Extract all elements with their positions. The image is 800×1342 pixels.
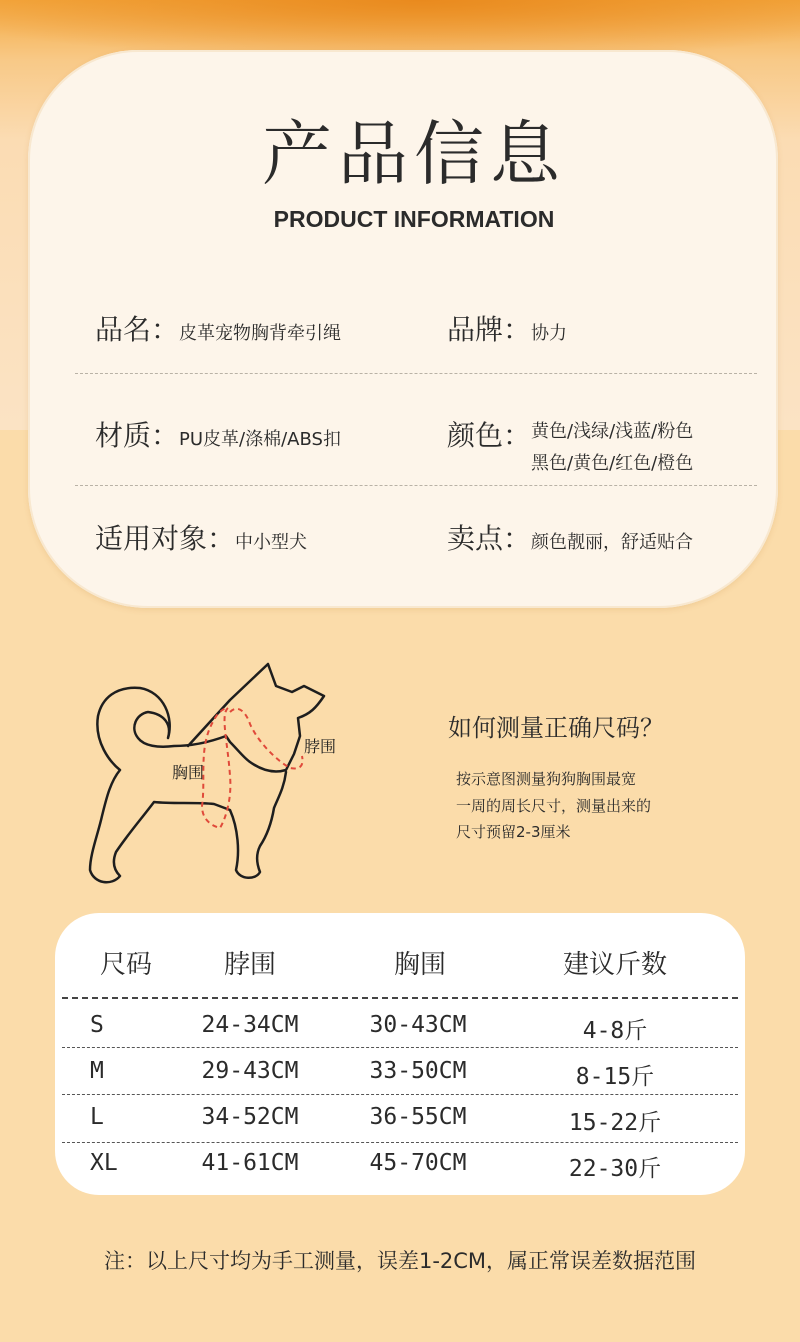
table-cell: M	[90, 1058, 104, 1084]
table-cell: 29-43CM	[201, 1058, 299, 1084]
field-label: 适用对象：	[95, 522, 236, 555]
field-label: 颜色：	[447, 419, 532, 452]
table-cell: XL	[90, 1150, 118, 1176]
page-title: 产品信息	[262, 113, 566, 195]
table-header: 尺码	[99, 950, 152, 980]
measure-text-line: 一周的周长尺寸，测量出来的	[456, 797, 652, 815]
table-cell: 45-70CM	[369, 1150, 467, 1176]
divider	[75, 485, 757, 486]
table-header: 脖围	[223, 950, 276, 980]
table-cell: 4-8斤	[582, 1018, 648, 1044]
field-value: 颜色靓丽，舒适贴合	[531, 532, 694, 553]
dog-outline-icon	[80, 658, 340, 890]
field-value-line2: 黑色/黄色/红色/橙色	[531, 453, 694, 474]
field-value: 黄色/浅绿/浅蓝/粉色	[531, 421, 694, 442]
table-divider	[62, 1142, 738, 1143]
measure-title: 如何测量正确尺码？	[448, 714, 664, 742]
table-cell: 15-22斤	[568, 1110, 662, 1136]
table-cell: 36-55CM	[369, 1104, 467, 1130]
page-subtitle: PRODUCT INFORMATION	[273, 206, 555, 232]
divider	[75, 373, 757, 374]
table-header: 建议斤数	[562, 950, 667, 980]
table-cell: 41-61CM	[201, 1150, 299, 1176]
table-cell: S	[90, 1012, 104, 1038]
table-divider	[62, 1094, 738, 1095]
field-value: 皮革宠物胸背牵引绳	[179, 323, 342, 344]
field-selling-point	[447, 517, 693, 559]
table-cell: 8-15斤	[575, 1064, 655, 1090]
measure-text-line: 按示意图测量狗狗胸围最宽	[456, 770, 637, 788]
neck-label: 脖围	[304, 737, 337, 756]
field-product-name	[95, 308, 341, 350]
field-label: 材质：	[95, 419, 180, 452]
field-value: 中小型犬	[235, 532, 308, 553]
chest-label: 胸围	[172, 763, 205, 782]
field-target	[95, 517, 307, 559]
table-cell: L	[90, 1104, 104, 1130]
field-label: 品牌：	[447, 313, 532, 346]
field-value: PU皮革/涤棉/ABS扣	[179, 429, 341, 450]
table-cell: 22-30斤	[568, 1156, 662, 1182]
dog-diagram	[80, 658, 340, 890]
field-color	[447, 414, 693, 480]
table-divider	[62, 997, 738, 999]
table-cell: 30-43CM	[369, 1012, 467, 1038]
table-header: 胸围	[393, 950, 446, 980]
footnote: 注：以上尺寸均为手工测量，误差1-2CM，属正常误差数据范围	[103, 1249, 697, 1273]
table-cell: 24-34CM	[201, 1012, 299, 1038]
table-cell: 34-52CM	[201, 1104, 299, 1130]
field-brand	[447, 308, 567, 350]
table-cell: 33-50CM	[369, 1058, 467, 1084]
field-label: 品名：	[95, 313, 180, 346]
table-divider	[62, 1047, 738, 1048]
field-label: 卖点：	[447, 522, 532, 555]
field-value: 协力	[531, 323, 568, 344]
measure-text-line: 尺寸预留2-3厘米	[456, 823, 571, 841]
field-material	[95, 414, 341, 456]
